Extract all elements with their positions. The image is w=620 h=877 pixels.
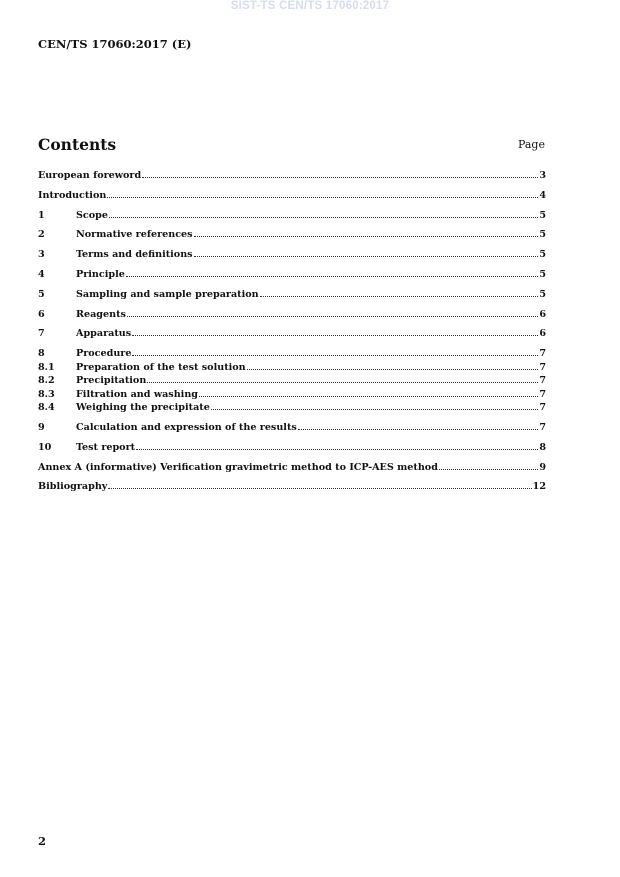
page-number: 2 [38, 834, 47, 848]
toc-entry-number: 8.4 [38, 402, 55, 414]
toc-entry[interactable] [38, 209, 546, 223]
toc-entry-page: 5 [539, 268, 546, 280]
toc-entry-number: 6 [38, 308, 45, 320]
toc-leader-dots [247, 369, 539, 370]
toc-leader-dots [132, 355, 538, 356]
toc-entry-page: 7 [539, 402, 546, 414]
toc-entry-title: Annex A (informative) Verification gravimetric method to ICP-AES method [38, 461, 438, 473]
toc-entry-title: Sampling and sample preparation [76, 288, 259, 300]
toc-entry-page: 5 [539, 249, 546, 261]
toc-entry[interactable] [38, 189, 546, 203]
page-column-label: Page [517, 138, 545, 151]
toc-entry-title: Filtration and washing [76, 388, 199, 400]
toc-entry-number: 10 [38, 441, 52, 453]
toc-entry-page: 7 [539, 361, 546, 373]
toc-leader-dots [211, 409, 538, 410]
toc-leader-dots [109, 217, 538, 218]
toc-entry[interactable] [38, 169, 546, 183]
toc-entry-title: Normative references [76, 229, 193, 241]
toc-leader-dots [194, 256, 539, 257]
toc-entry-page: 4 [539, 189, 546, 201]
toc-leader-dots [136, 449, 538, 450]
toc-entry-page: 7 [539, 375, 546, 387]
contents-title: Contents [38, 135, 117, 154]
toc-entry-title: Principle [76, 268, 125, 280]
toc-entry[interactable] [38, 441, 546, 455]
toc-entry-page: 12 [532, 481, 546, 493]
toc-entry-title: Calculation and expression of the results [76, 421, 297, 433]
toc-entry-page: 7 [539, 348, 546, 360]
toc-entry[interactable] [38, 480, 546, 494]
toc-entry-page: 7 [539, 388, 546, 400]
toc-entry[interactable] [38, 327, 546, 341]
toc-entry-page: 9 [539, 461, 546, 473]
toc-entry-number: 2 [38, 229, 45, 241]
toc-entry[interactable] [38, 461, 546, 475]
toc-leader-dots [260, 296, 539, 297]
toc-entry-title: Introduction [38, 189, 107, 201]
toc-entry[interactable] [38, 421, 546, 435]
toc-entry-page: 7 [539, 421, 546, 433]
toc-leader-dots [298, 429, 539, 430]
toc-entry-title: Terms and definitions [76, 249, 193, 261]
toc-leader-dots [126, 276, 538, 277]
toc-entry-number: 8.1 [38, 361, 55, 373]
toc-entry[interactable] [38, 347, 546, 361]
toc-entry-title: Apparatus [76, 328, 132, 340]
document-id: CEN/TS 17060:2017 (E) [38, 37, 192, 51]
toc-leader-dots [147, 382, 538, 383]
toc-entry[interactable] [38, 361, 546, 375]
toc-entry[interactable] [38, 308, 546, 322]
toc-leader-dots [107, 197, 538, 198]
toc-entry-number: 3 [38, 249, 45, 261]
toc-entry-title: Test report [76, 441, 136, 453]
toc-entry[interactable] [38, 248, 546, 262]
toc-leader-dots [194, 236, 539, 237]
toc-leader-dots [127, 316, 538, 317]
toc-entry[interactable] [38, 288, 546, 302]
toc-leader-dots [199, 396, 538, 397]
toc-entry-number: 8 [38, 348, 45, 360]
toc-entry[interactable] [38, 374, 546, 388]
toc-entry-page: 3 [539, 170, 546, 181]
toc-entry-title: Precipitation [76, 375, 147, 387]
toc-leader-dots [132, 335, 538, 336]
toc-entry-page: 6 [539, 308, 546, 320]
toc-entry[interactable] [38, 388, 546, 402]
toc-entry[interactable] [38, 401, 546, 415]
toc-entry-number: 8.3 [38, 388, 55, 400]
toc-entry-number: 7 [38, 328, 45, 340]
toc-entry-title: Procedure [76, 348, 132, 360]
toc-entry-number: 1 [38, 209, 45, 221]
toc-entry-number: 9 [38, 421, 45, 433]
toc-entry-title: Weighing the precipitate [76, 402, 210, 414]
toc-leader-dots [108, 488, 531, 489]
toc-entry-title: European foreword [38, 170, 142, 181]
toc-entry-title: Preparation of the test solution [76, 361, 246, 373]
toc-entry-title: Scope [76, 209, 108, 221]
toc-entry-title: Bibliography [38, 481, 108, 493]
toc-entry-number: 4 [38, 268, 45, 280]
table-of-contents [38, 169, 546, 494]
toc-entry-page: 5 [539, 209, 546, 221]
toc-entry[interactable] [38, 268, 546, 282]
toc-entry-page: 6 [539, 328, 546, 340]
toc-entry-page: 5 [539, 229, 546, 241]
toc-entry-number: 8.2 [38, 375, 55, 387]
toc-entry-number: 5 [38, 288, 45, 300]
watermark: SIST-TS CEN/TS 17060:2017 [230, 0, 390, 12]
toc-entry-title: Reagents [76, 308, 126, 320]
toc-entry-page: 8 [539, 441, 546, 453]
toc-leader-dots [439, 469, 538, 470]
toc-entry[interactable] [38, 228, 546, 242]
toc-leader-dots [142, 177, 538, 178]
toc-entry-page: 5 [539, 288, 546, 300]
